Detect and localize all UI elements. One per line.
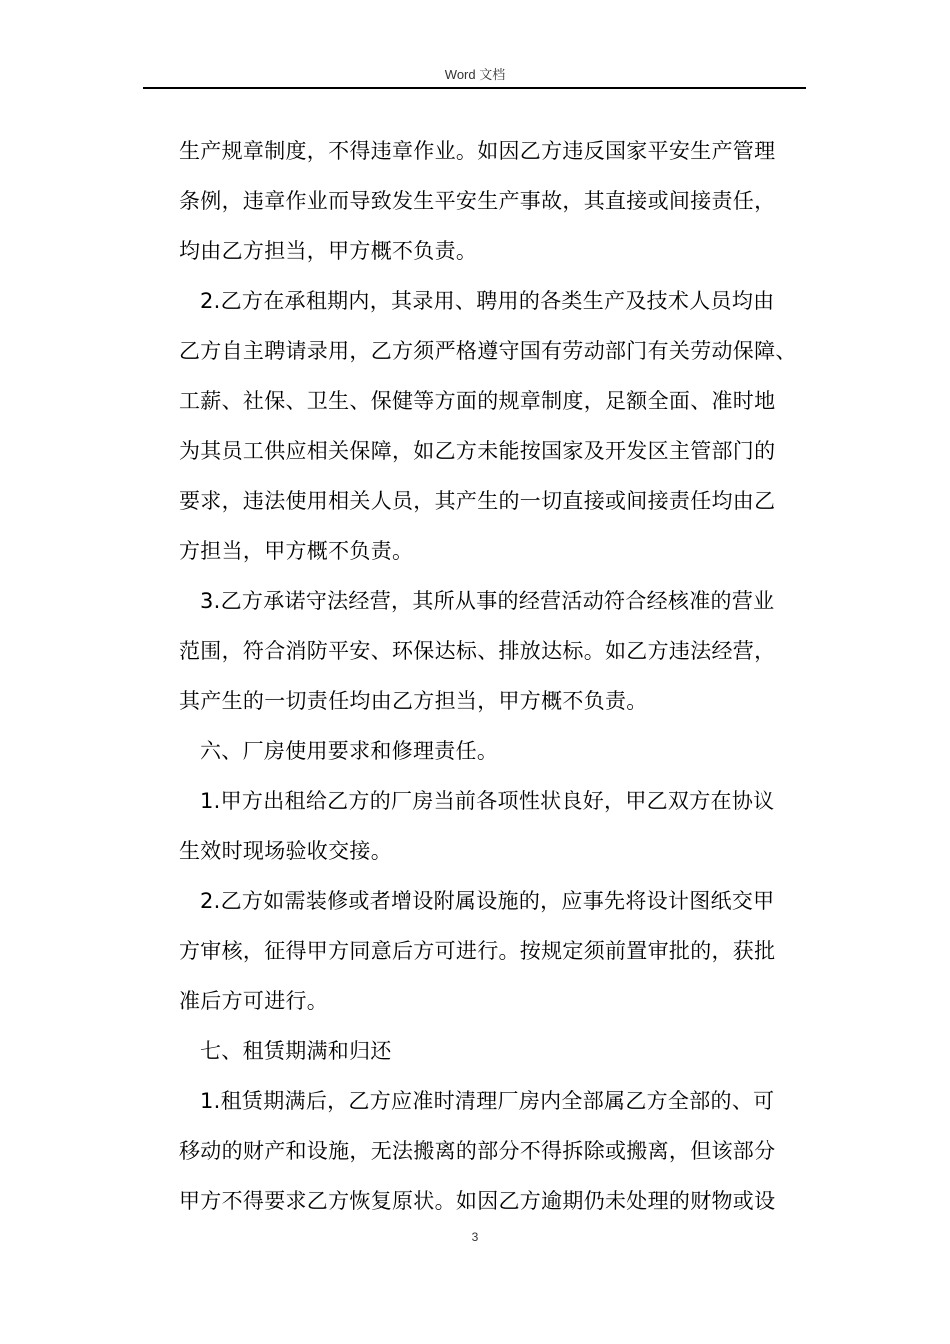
text-line: 2.乙方如需装修或者增设附属设施的，应事先将设计图纸交甲 (200, 889, 775, 913)
text-line: 要求，违法使用相关人员，其产生的一切直接或间接责任均由乙 (179, 489, 776, 513)
text-line: 条例，违章作业而导致发生平安生产事故，其直接或间接责任， (179, 189, 776, 213)
text-line: 2.乙方在承租期内，其录用、聘用的各类生产及技术人员均由 (200, 289, 775, 313)
document-body (179, 126, 809, 1226)
document-header-title: Word 文档 (444, 67, 506, 82)
header-divider (143, 87, 806, 89)
text-line: 方审核，征得甲方同意后方可进行。按规定须前置审批的，获批 (179, 939, 776, 963)
text-line: 3.乙方承诺守法经营，其所从事的经营活动符合经核准的营业 (200, 589, 775, 613)
text-line: 乙方自主聘请录用，乙方须严格遵守国有劳动部门有关劳动保障、 (179, 339, 797, 363)
text-line: 1.租赁期满后，乙方应准时清理厂房内全部属乙方全部的、可 (200, 1089, 775, 1113)
text-line: 六、厂房使用要求和修理责任。 (200, 739, 499, 763)
text-line: 生效时现场验收交接。 (179, 839, 392, 863)
text-line: 七、租赁期满和归还 (200, 1039, 392, 1063)
text-line: 其产生的一切责任均由乙方担当，甲方概不负责。 (179, 689, 648, 713)
text-line: 为其员工供应相关保障，如乙方未能按国家及开发区主管部门的 (179, 439, 776, 463)
page-number: 3 (471, 1230, 479, 1244)
text-line: 移动的财产和设施，无法搬离的部分不得拆除或搬离，但该部分 (179, 1139, 776, 1163)
text-line: 生产规章制度，不得违章作业。如因乙方违反国家平安生产管理 (179, 139, 776, 163)
text-line: 1.甲方出租给乙方的厂房当前各项性状良好，甲乙双方在协议 (200, 789, 775, 813)
text-line: 工薪、社保、卫生、保健等方面的规章制度，足额全面、准时地 (179, 389, 776, 413)
text-line: 范围，符合消防平安、环保达标、排放达标。如乙方违法经营， (179, 639, 776, 663)
text-line: 甲方不得要求乙方恢复原状。如因乙方逾期仍未处理的财物或设 (179, 1189, 776, 1213)
text-line: 均由乙方担当，甲方概不负责。 (179, 239, 478, 263)
text-line: 方担当，甲方概不负责。 (179, 539, 414, 563)
text-line: 准后方可进行。 (179, 989, 329, 1013)
